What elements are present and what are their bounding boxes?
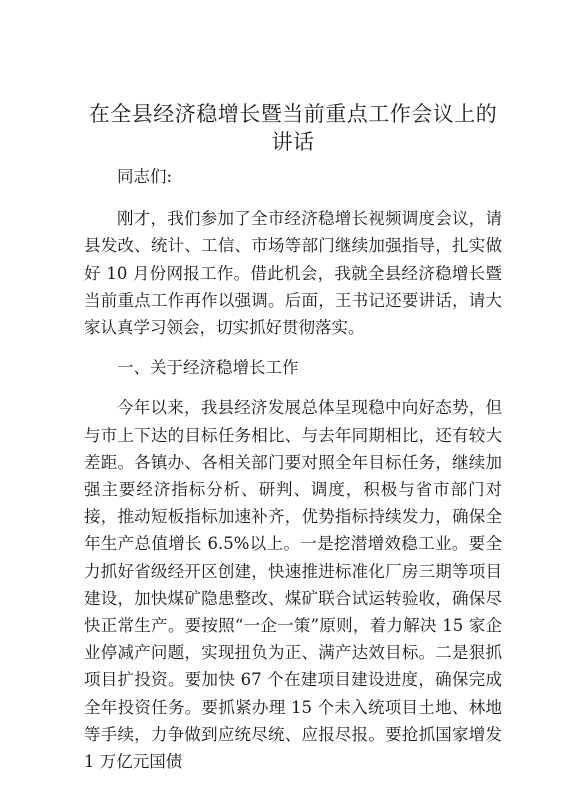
document-title: 在全县经济稳增长暨当前重点工作会议上的讲话 [88, 102, 498, 154]
greeting: 同志们: [117, 167, 173, 186]
document-body [84, 163, 502, 788]
section-heading: 一、关于经济稳增长工作 [117, 358, 299, 378]
intro-paragraph: 刚才，我们参加了全市经济稳增长视频调度会议，请县发改、统计、工信、市场等部门继续加强指导，扎实做好 10 月份网报工作。借此机会，我就全县经济稳增长暨当前重点工作再作以强调。后面，王书记还要讲话，请大家认真学习领会，切实抓好贯彻落实。 [84, 209, 502, 338]
section-paragraph: 今年以来，我县经济发展总体呈现稳中向好态势，但与市上下达的目标任务相比、与去年同期相比，还有较大差距。各镇办、各相关部门要对照全年目标任务，继续加强主要经济指标分析、研判、调度，积极与省市部门对接，推动短板指标加速补齐，优势指标持续发力，确保全年生产总值增长 6.5%以上。一是挖潜增效稳工业。要全力抓好省级经开区创建，快速推进标准化厂房三期等项目建设，加快煤矿隐患整改、煤矿联合试运转验收，确保尽快正常生产。要按照“一企一策”原则，着力解决 15 家企业停减产问题，实现扭负为正、满产达效目标。二是狠抓项目扩投资。要加快 67 个在建项目建设进度，确保完成全年投资任务。要抓紧办理 15 个未入统项目土地、林地等手续，力争做到应统尽统、应报尽报。要抢抓国家增发 1 万亿元国债 [84, 398, 502, 772]
